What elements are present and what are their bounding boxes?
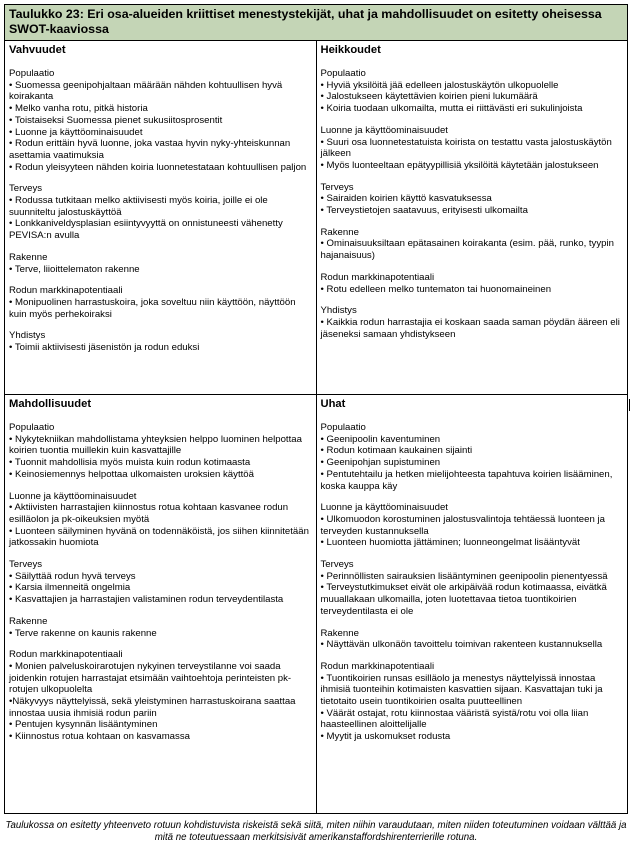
list-item: • Ulkomuodon korostuminen jalostusvalintoja tehtäessä luonteen ja terveyden kustannuksella xyxy=(320,513,605,537)
swot-section xyxy=(9,559,312,606)
list-item: • Tuonnit mahdollisia myös muista kuin rodun kotimaasta xyxy=(9,457,251,469)
list-item: • Toimii aktiivisesti jäsenistön ja rodun eduksi xyxy=(9,342,200,354)
list-item: •Näkyvyys näyttelyissä, sekä yleistyminen harrastuskoirana saattaa innostaa uusia ihmisiä rodun pariin xyxy=(9,696,296,719)
section-heading: Populaatio xyxy=(9,422,55,433)
swot-section xyxy=(321,502,624,549)
list-item: • Geenipohjan supistuminen xyxy=(320,457,441,469)
swot-section xyxy=(9,68,312,173)
swot-section xyxy=(9,252,312,275)
list-item: • Monipuolinen harrastuskoira, joka soveltuu niin käyttöön, näyttöön kuin myös perhekoiraksi xyxy=(9,296,296,320)
section-heading: Terveys xyxy=(9,559,43,571)
section-heading: Terveys xyxy=(320,181,354,193)
swot-table-wrapper xyxy=(4,4,628,814)
list-item: • Karsia ilmenneitä ongelmia xyxy=(9,582,131,594)
list-item: • Pentutehtailu ja hetken mielijohteesta tapahtuva koirien lisääminen, koska kauppa käy xyxy=(320,468,613,492)
list-item: • Terveystutkimukset eivät ole arkipäivää rodun kotimaassa, eivätkä muuallakaan ulkomailla, joten luotettavaa tietoa tuontikoirien terveydentilasta ei ole xyxy=(320,582,607,617)
quadrant-title: Heikkoudet xyxy=(320,44,381,56)
section-heading: Luonne ja käyttöominaisuudet xyxy=(9,490,137,502)
section-heading: Rodun markkinapotentiaali xyxy=(9,649,123,661)
list-item: • Myytit ja uskomukset rodusta xyxy=(320,731,451,743)
strengths-cell xyxy=(5,41,317,395)
section-heading: Terveys xyxy=(9,183,43,195)
section-heading: Terveys xyxy=(320,559,354,571)
swot-section xyxy=(321,422,624,492)
table-footnote: Taulukossa on esitetty yhteenveto rotuun kohdistuvista riskeistä sekä siitä, miten niihin varaudutaan, miten niiden toteutuminen voidaan välttää ja mitä ne toteutuessaan merkitsisivät amerikanstaffordshirenterrierille rotuna. xyxy=(5,820,627,844)
list-item: • Kiinnostus rotua kohtaan on kasvamassa xyxy=(9,731,190,743)
list-item: • Terveystietojen saatavuus, erityisesti ulkomailta xyxy=(320,205,528,217)
list-item: • Väärät ostajat, rotu kiinnostaa vääristä syistä/rotu voi olla liian haasteellinen aloittelijalle xyxy=(320,707,589,731)
section-heading: Rakenne xyxy=(320,226,359,238)
weaknesses-cell xyxy=(316,41,628,395)
list-item: • Kaikkia rodun harrastajia ei koskaan saada saman pöydän ääreen eli jäseneksi samaan yhdistykseen xyxy=(320,316,620,340)
swot-section xyxy=(9,183,312,242)
section-heading: Rakenne xyxy=(320,627,359,639)
swot-section xyxy=(9,422,312,481)
opportunities-cell xyxy=(5,395,317,814)
swot-section xyxy=(321,227,624,262)
list-item: • Terve rakenne on kaunis rakenne xyxy=(9,627,157,639)
section-heading: Populaatio xyxy=(320,422,366,433)
section-heading: Rakenne xyxy=(9,251,48,263)
section-heading: Populaatio xyxy=(9,68,55,79)
list-item: • Luonne ja käyttöominaisuudet xyxy=(9,126,143,138)
quadrant-title: Vahvuudet xyxy=(9,44,66,56)
swot-section xyxy=(321,182,624,217)
list-item: • Jalostukseen käytettävien koirien pieni lukumäärä xyxy=(320,91,538,103)
swot-section xyxy=(9,616,312,639)
list-item: • Luonteen säilyminen hyvänä on todennäköistä, jos siihen kiinnitetään jatkossakin huomiota xyxy=(9,525,309,549)
swot-table xyxy=(4,40,628,814)
list-item: • Aktiivisten harrastajien kiinnostus rotua kohtaan kasvanee rodun esilläolon ja pk-oikeuksien myötä xyxy=(9,502,289,525)
list-item: • Rodun erittäin hyvä luonne, joka vastaa hyvin nyky-yhteiskunnan asettamia vaatimuksia xyxy=(9,138,291,161)
quadrant-title: Uhat xyxy=(320,398,346,410)
swot-section xyxy=(9,285,312,320)
list-item: • Kasvattajien ja harrastajien valistaminen rodun terveydentilasta xyxy=(9,594,284,606)
list-item: • Pentujen kysynnän lisääntyminen xyxy=(9,719,158,731)
list-item: • Lonkkaniveldysplasian esiintyvyyttä on onnistuneesti vähenetty PEVISA:n avulla xyxy=(9,218,283,242)
list-item: • Melko vanha rotu, pitkä historia xyxy=(9,103,148,115)
section-heading: Populaatio xyxy=(320,68,366,79)
swot-section xyxy=(9,649,312,743)
list-item: • Toistaiseksi Suomessa pienet sukusiitosprosentit xyxy=(9,114,223,126)
list-item: • Perinnöllisten sairauksien lisääntyminen geenipoolin pienentyessä xyxy=(320,570,608,582)
quadrant-title: Mahdollisuudet xyxy=(9,398,92,410)
list-item: • Terve, liioittelematon rakenne xyxy=(9,263,140,275)
table-caption xyxy=(4,4,628,40)
list-item: • Rodun yleisyyteen nähden koiria luonnetestataan kohtuullisen paljon xyxy=(9,161,307,173)
section-heading: Yhdistys xyxy=(320,305,357,317)
list-item: • Myös luonteeltaan epätyypillisiä yksilöitä käytetään jalostukseen xyxy=(320,159,599,171)
list-item: • Suomessa geenipohjaltaan määrään nähden kohtuullisen hyvä koirakanta xyxy=(9,79,283,103)
swot-section xyxy=(321,272,624,295)
opportunities-content xyxy=(9,422,312,743)
section-heading: Yhdistys xyxy=(9,330,46,342)
list-item: • Luonteen huomiotta jättäminen; luonneongelmat lisääntyvät xyxy=(320,537,580,549)
swot-section xyxy=(321,628,624,651)
list-item: • Rodun kotimaan kaukainen sijainti xyxy=(320,445,473,457)
section-heading: Rakenne xyxy=(9,615,48,627)
list-item: • Nykytekniikan mahdollistama yhteyksien helppo luominen helpottaa koirien tuontia muillekin kuin kasvattajille xyxy=(9,433,302,457)
swot-section xyxy=(321,125,624,172)
list-item: • Ominaisuuksiltaan epätasainen koirakanta (esim. pää, runko, tyypin hajanaisuus) xyxy=(320,238,614,262)
list-item: • Sairaiden koirien käyttö kasvatuksessa xyxy=(320,193,492,205)
threats-cell xyxy=(316,395,628,814)
list-item: • Koiria tuodaan ulkomailta, mutta ei riittävästi eri sukulinjoista xyxy=(320,103,583,115)
list-item: • Rotu edelleen melko tuntematon tai huonomaineinen xyxy=(320,283,552,295)
strengths-content xyxy=(9,68,312,354)
section-heading: Rodun markkinapotentiaali xyxy=(9,285,123,297)
weaknesses-content xyxy=(321,68,624,340)
section-heading: Luonne ja käyttöominaisuudet xyxy=(320,124,448,136)
list-item: • Näyttävän ulkonäön tavoittelu toimivan rakenteen kustannuksella xyxy=(320,639,603,651)
list-item: • Geenipoolin kaventuminen xyxy=(320,433,441,445)
swot-section xyxy=(321,305,624,340)
section-heading: Luonne ja käyttöominaisuudet xyxy=(320,502,448,514)
section-heading: Rodun markkinapotentiaali xyxy=(320,271,435,283)
list-item: • Keinosiemennys helpottaa ulkomaisten uroksien käyttöä xyxy=(9,468,254,480)
list-item: • Suuri osa luonnetestatuista koirista on testattu vasta jalostuskäytön jälkeen xyxy=(320,136,612,160)
swot-section xyxy=(321,68,624,115)
list-item: • Tuontikoirien runsas esilläolo ja menestys näyttelyissä innostaa ihmisiä tuonteihin kotimaisten kasvattien sijaan. Kasvattajan tuki ja tietotaito usein tuontikoirien osalta puutteellinen xyxy=(320,672,603,708)
list-item: • Säilyttää rodun hyvä terveys xyxy=(9,570,136,582)
threats-content xyxy=(321,422,624,743)
table-title: Taulukko 23: Eri osa-alueiden kriittiset menestystekijät, uhat ja mahdollisuudet on esitetty oheisessa SWOT-kaaviossa xyxy=(9,7,602,36)
swot-section xyxy=(9,330,312,353)
text-cursor-mark xyxy=(629,399,630,411)
section-heading: Rodun markkinapotentiaali xyxy=(320,660,435,672)
list-item: • Rodussa tutkitaan melko aktiivisesti myös koiria, joille ei ole suunniteltu jalostuskäyttöä xyxy=(9,195,268,218)
swot-section xyxy=(9,491,312,550)
swot-section xyxy=(321,661,624,743)
swot-section xyxy=(321,559,624,618)
list-item: • Hyviä yksilöitä jää edelleen jalostuskäytön ulkopuolelle xyxy=(320,79,559,91)
list-item: • Monien palveluskoirarotujen nykyinen terveystilanne voi saada joidenkin rotujen harrastajat etsimään vaihtoehtoja perinteisten pk-rotujen ulkopuolelta xyxy=(9,660,292,696)
